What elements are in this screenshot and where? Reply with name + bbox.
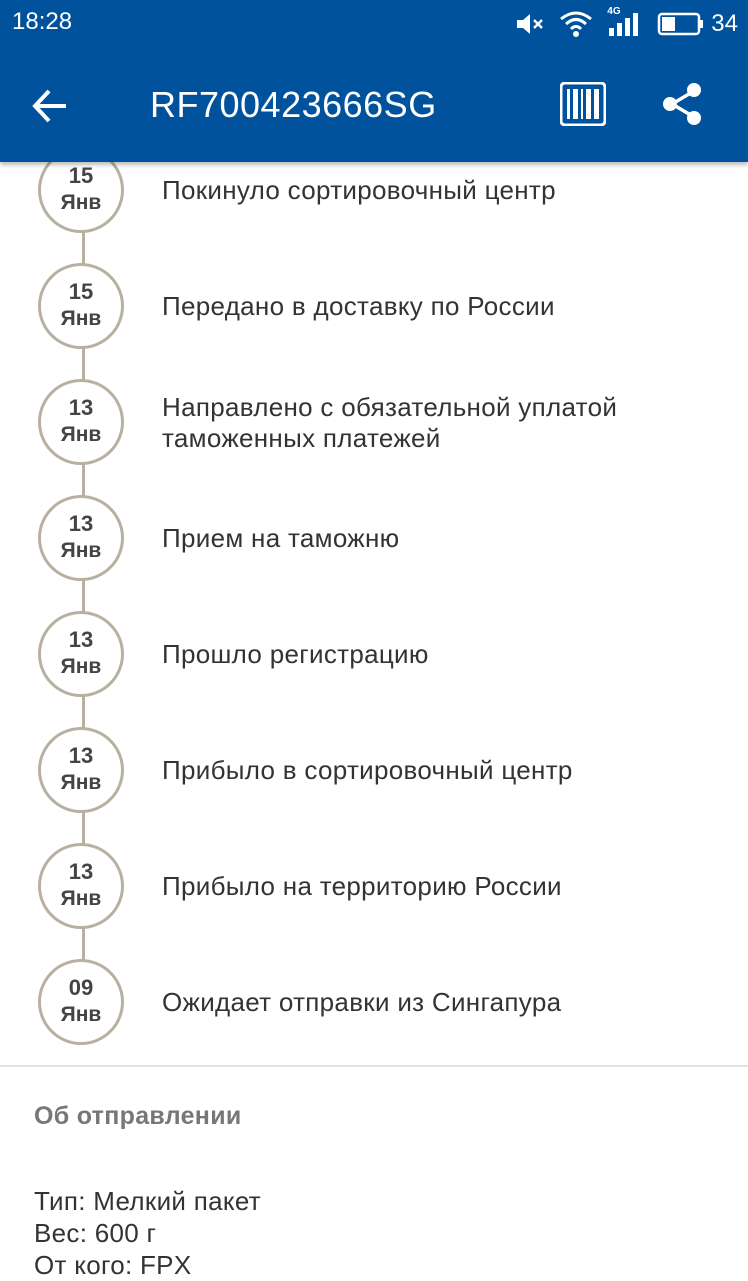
timeline-event: [0, 162, 748, 248]
event-description: Прошло регистрацию: [162, 639, 429, 669]
event-description: Передано в доставку по России: [162, 291, 555, 321]
event-description: Прибыло в сортировочный центр: [162, 755, 573, 785]
event-day: 13: [68, 743, 94, 768]
event-month: Янв: [60, 887, 102, 910]
timeline-event: [0, 596, 748, 712]
event-description: Ожидает отправки из Сингапура: [162, 987, 562, 1017]
timeline-event: [0, 364, 748, 480]
event-month: Янв: [60, 771, 102, 794]
timeline-event: [0, 944, 748, 1060]
event-day: 13: [68, 395, 94, 420]
event-description: Прием на таможню: [162, 523, 400, 553]
share-button[interactable]: [660, 82, 704, 126]
event-month: Янв: [60, 307, 102, 330]
event-date-badge: [38, 495, 124, 581]
event-description: Направлено с обязательной уплатой таможенных платежей: [162, 392, 618, 453]
mute-icon: [515, 11, 545, 37]
shipment-info-title: Об отправлении: [34, 1102, 242, 1130]
event-month: Янв: [60, 191, 102, 214]
shipment-weight: Вес: 600 г: [34, 1218, 157, 1248]
section-divider: [0, 1065, 748, 1067]
timeline-event: [0, 712, 748, 828]
arrow-left-icon: [30, 86, 70, 126]
event-month: Янв: [60, 423, 102, 446]
back-button[interactable]: [30, 86, 70, 126]
battery-icon: [657, 11, 705, 37]
event-day: 13: [68, 511, 94, 536]
event-day: 09: [68, 975, 94, 1000]
cellular-signal-icon: [607, 6, 643, 38]
event-date-badge: [38, 263, 124, 349]
event-day: 13: [68, 859, 94, 884]
timeline-event: [0, 248, 748, 364]
barcode-icon: [560, 82, 606, 126]
status-time: 18:28: [12, 8, 73, 35]
share-icon: [660, 82, 704, 126]
status-icons: [515, 6, 738, 42]
event-date-badge: [38, 611, 124, 697]
event-day: 13: [68, 627, 94, 652]
barcode-button[interactable]: [560, 82, 606, 126]
event-description: Прибыло на территорию России: [162, 871, 562, 901]
event-day: 15: [68, 279, 94, 304]
wifi-icon: [559, 10, 593, 38]
timeline-event: [0, 480, 748, 596]
tracking-number-title: RF700423666SG: [150, 84, 437, 125]
network-type-label: 4G: [607, 6, 621, 17]
event-month: Янв: [60, 1003, 102, 1026]
timeline-event: [0, 828, 748, 944]
event-date-badge: [38, 162, 124, 233]
status-bar: [0, 0, 748, 48]
event-month: Янв: [60, 539, 102, 562]
event-date-badge: [38, 379, 124, 465]
event-month: Янв: [60, 655, 102, 678]
event-date-badge: [38, 727, 124, 813]
event-description: Покинуло сортировочный центр: [162, 175, 556, 205]
shipment-sender: От кого: FPX: [34, 1250, 192, 1280]
tracking-timeline: [0, 162, 748, 1065]
app-bar: [0, 48, 748, 162]
event-day: 15: [68, 163, 94, 188]
battery-level: 34: [711, 10, 738, 37]
event-date-badge: [38, 843, 124, 929]
event-date-badge: [38, 959, 124, 1045]
shipment-type: Тип: Мелкий пакет: [34, 1186, 261, 1216]
